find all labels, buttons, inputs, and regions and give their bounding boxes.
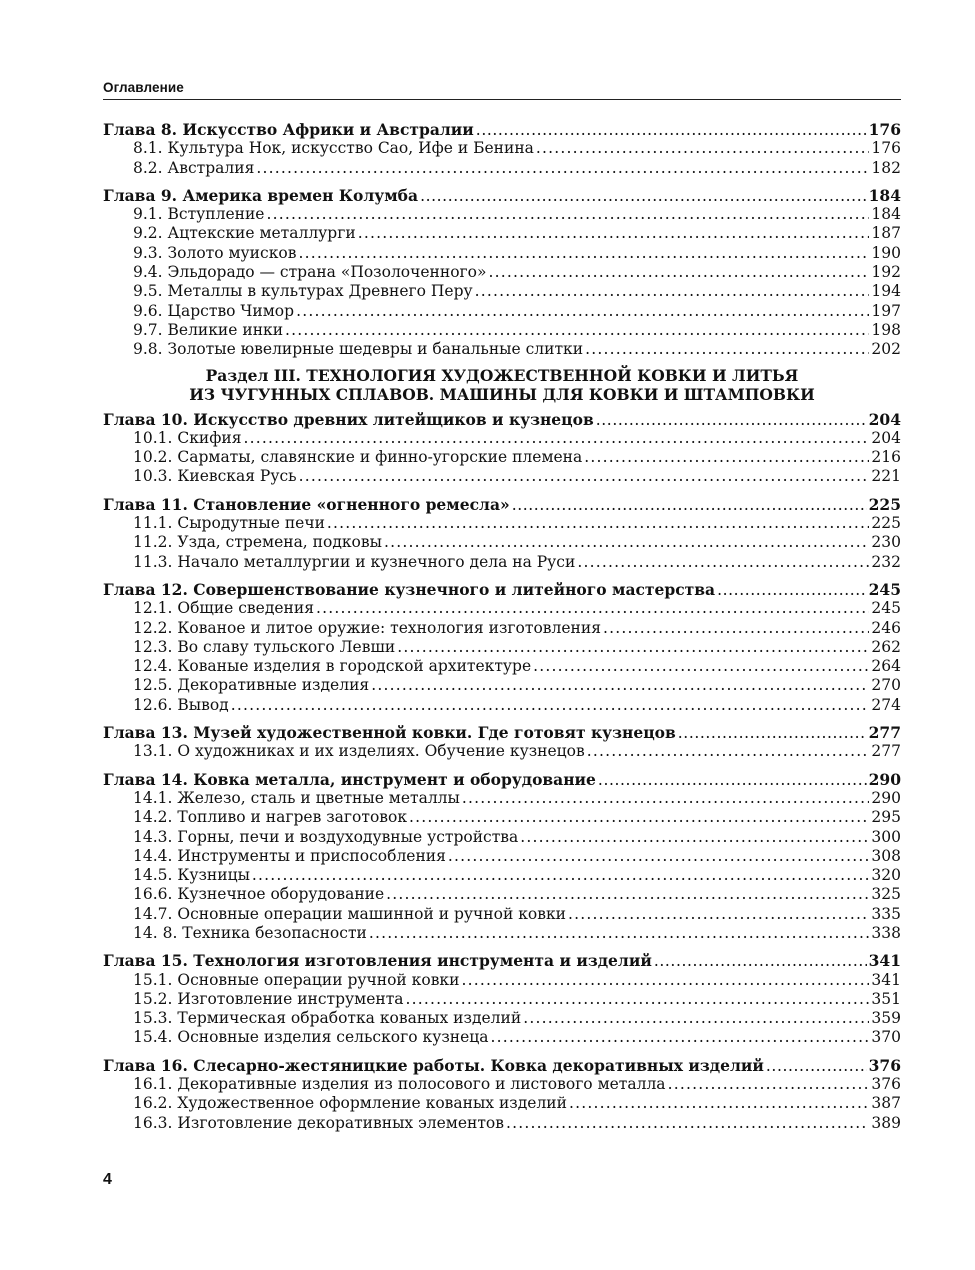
entry-title: Глава 12. Совершенствование кузнечного и литейного мастерства: [103, 579, 716, 599]
toc-subsection-entry: [103, 533, 901, 552]
dot-leader: [384, 533, 869, 552]
dot-leader: [397, 638, 869, 657]
entry-title: Глава 8. Искусство Африки и Австралии: [103, 120, 474, 139]
dot-leader: [369, 924, 870, 943]
entry-title: 12.5. Декоративные изделия: [133, 676, 370, 695]
dot-leader: [536, 139, 869, 158]
dot-leader: [596, 411, 867, 430]
entry-title: 14.7. Основные операции машинной и ручной ковки: [133, 904, 566, 923]
toc-subsection-entry: [103, 514, 901, 533]
entry-title: 15.4. Основные изделия сельского кузнеца: [133, 1028, 489, 1047]
dot-leader: [371, 676, 869, 695]
toc-subsection-entry: [103, 828, 901, 847]
entry-title: 16.6. Кузнечное оборудование: [133, 885, 385, 904]
entry-page-number: 176: [868, 120, 901, 139]
entry-title: 9.3. Золото муисков: [133, 243, 297, 262]
entry-title: 11.2. Узда, стремена, подковы: [133, 533, 382, 552]
toc-chapter-entry: [103, 770, 901, 789]
entry-page-number: 295: [871, 808, 901, 827]
toc-subsection-entry: [103, 1075, 901, 1094]
toc-subsection-entry: [103, 924, 901, 943]
toc-chapter-entry: [103, 1056, 901, 1075]
entry-page-number: 290: [871, 788, 901, 807]
entry-page-number: 274: [871, 695, 901, 714]
toc-subsection-entry: [103, 638, 901, 657]
dot-leader: [585, 340, 869, 359]
section-heading-line: ИЗ ЧУГУННЫХ СПЛАВОВ. МАШИНЫ ДЛЯ КОВКИ И ШТАМПОВКИ: [189, 384, 815, 404]
entry-page-number: 277: [868, 723, 901, 743]
dot-leader: [475, 282, 870, 301]
entry-page-number: 204: [871, 428, 901, 447]
dot-leader: [299, 467, 870, 486]
entry-page-number: 192: [871, 263, 901, 282]
entry-page-number: 320: [871, 866, 901, 885]
entry-page-number: 376: [871, 1075, 901, 1094]
dot-leader: [654, 952, 867, 971]
toc-subsection-entry: [103, 971, 901, 990]
dot-leader: [678, 724, 867, 743]
entry-title: 9.7. Великие инки: [133, 320, 284, 339]
entry-title: 8.1. Культура Нок, искусство Сао, Ифе и Бенина: [133, 139, 534, 158]
entry-page-number: 290: [868, 769, 901, 789]
entry-page-number: 308: [871, 846, 901, 865]
entry-title: 12.1. Общие сведения: [133, 599, 314, 618]
dot-leader: [520, 828, 869, 847]
toc-subsection-entry: [103, 139, 901, 158]
toc-subsection-entry: [103, 789, 901, 808]
toc-subsection-entry: [103, 1009, 901, 1028]
dot-leader: [668, 1075, 870, 1094]
toc-subsection-entry: [103, 885, 901, 904]
toc-subsection-entry: [103, 742, 901, 761]
entry-page-number: 225: [868, 494, 901, 514]
dot-leader: [296, 302, 869, 321]
entry-page-number: 245: [868, 579, 901, 599]
entry-title: 8.2. Австралия: [133, 158, 255, 177]
entry-page-number: 204: [868, 409, 901, 429]
section-heading: [103, 366, 901, 404]
dot-leader: [568, 905, 869, 924]
entry-title: 14.4. Инструменты и приспособления: [133, 846, 446, 865]
entry-title: 10.2. Сарматы, славянские и финно-угорские племена: [133, 448, 583, 467]
dot-leader: [285, 321, 869, 340]
entry-title: 9.2. Ацтекские металлурги: [133, 224, 356, 243]
dot-leader: [406, 990, 870, 1009]
dot-leader: [256, 159, 869, 178]
entry-title: 9.4. Эльдорадо — страна «Позолоченного»: [133, 263, 487, 282]
toc-subsection-entry: [103, 244, 901, 263]
toc-subsection-entry: [103, 282, 901, 301]
entry-title: Глава 10. Искусство древних литейщиков и кузнецов: [103, 409, 594, 429]
dot-leader: [533, 657, 869, 676]
entry-title: 10.1. Скифия: [133, 428, 242, 447]
toc-chapter-entry: [103, 951, 901, 970]
section-heading-line: Раздел III. ТЕХНОЛОГИЯ ХУДОЖЕСТВЕННОЙ КОВКИ И ЛИТЬЯ: [205, 365, 799, 385]
entry-title: 12.4. Кованые изделия в городской архитектуре: [133, 657, 532, 676]
entry-page-number: 370: [871, 1028, 901, 1047]
dot-leader: [409, 808, 869, 827]
toc-subsection-entry: [103, 205, 901, 224]
dot-leader: [506, 1114, 869, 1133]
entry-title: 14. 8. Техника безопасности: [133, 923, 367, 942]
dot-leader: [252, 866, 870, 885]
toc-subsection-entry: [103, 847, 901, 866]
entry-title: 14.3. Горны, печи и воздуходувные устройства: [133, 827, 519, 846]
dot-leader: [523, 1009, 869, 1028]
entry-page-number: 198: [871, 320, 901, 339]
header-rule: [103, 99, 901, 100]
dot-leader: [462, 789, 870, 808]
entry-title: Глава 14. Ковка металла, инструмент и оборудование: [103, 769, 596, 789]
toc-subsection-entry: [103, 224, 901, 243]
toc-subsection-entry: [103, 302, 901, 321]
entry-page-number: 221: [871, 467, 901, 486]
dot-leader: [587, 742, 870, 761]
dot-leader: [358, 224, 870, 243]
toc-subsection-entry: [103, 905, 901, 924]
toc-subsection-entry: [103, 1028, 901, 1047]
toc-subsection-entry: [103, 448, 901, 467]
entry-title: 9.6. Царство Чимор: [133, 301, 295, 320]
dot-leader: [603, 619, 869, 638]
entry-title: 9.1. Вступление: [133, 205, 265, 224]
entry-title: 11.1. Сыродутные печи: [133, 514, 325, 533]
toc-subsection-entry: [103, 263, 901, 282]
toc-subsection-entry: [103, 866, 901, 885]
entry-page-number: 184: [868, 185, 901, 205]
entry-page-number: 262: [871, 637, 901, 656]
entry-title: 10.3. Киевская Русь: [133, 467, 297, 486]
entry-page-number: 277: [871, 742, 901, 761]
entry-title: 15.1. Основные операции ручной ковки: [133, 970, 460, 989]
toc-subsection-entry: [103, 321, 901, 340]
entry-page-number: 325: [871, 885, 901, 904]
entry-page-number: 264: [871, 657, 901, 676]
dot-leader: [327, 514, 870, 533]
entry-page-number: 338: [871, 923, 901, 942]
dot-leader: [316, 599, 869, 618]
entry-title: Глава 11. Становление «огненного ремесла»: [103, 494, 510, 514]
entry-title: 11.3. Начало металлургии и кузнечного дела на Руси: [133, 552, 576, 571]
entry-title: Глава 9. Америка времен Колумба: [103, 185, 419, 205]
dot-leader: [476, 121, 867, 140]
page-number: 4: [103, 1171, 112, 1188]
toc-chapter-entry: [103, 120, 901, 139]
dot-leader: [491, 1028, 870, 1047]
entry-page-number: 176: [871, 139, 901, 158]
dot-leader: [266, 205, 869, 224]
entry-page-number: 197: [871, 301, 901, 320]
entry-title: 13.1. О художниках и их изделиях. Обучение кузнецов: [133, 742, 585, 761]
toc-chapter-entry: [103, 495, 901, 514]
entry-page-number: 376: [868, 1055, 901, 1075]
entry-title: 9.5. Металлы в культурах Древнего Перу: [133, 282, 473, 301]
toc-chapter-entry: [103, 186, 901, 205]
toc-subsection-entry: [103, 467, 901, 486]
toc-subsection-entry: [103, 696, 901, 715]
dot-leader: [512, 496, 867, 515]
toc-chapter-entry: [103, 723, 901, 742]
table-of-contents: [103, 120, 901, 1133]
entry-title: 15.2. Изготовление инструмента: [133, 989, 404, 1008]
entry-page-number: 389: [871, 1113, 901, 1132]
entry-page-number: 341: [871, 970, 901, 989]
entry-title: 16.3. Изготовление декоративных элементов: [133, 1113, 504, 1132]
dot-leader: [420, 187, 867, 206]
dot-leader: [598, 771, 867, 790]
entry-page-number: 359: [871, 1009, 901, 1028]
dot-leader: [569, 1094, 869, 1113]
entry-title: 12.3. Во славу тульского Левши: [133, 637, 396, 656]
dot-leader: [766, 1057, 867, 1076]
toc-subsection-entry: [103, 159, 901, 178]
entry-title: 9.8. Золотые ювелирные шедевры и банальные слитки: [133, 340, 584, 359]
dot-leader: [488, 263, 869, 282]
toc-subsection-entry: [103, 808, 901, 827]
toc-subsection-entry: [103, 990, 901, 1009]
entry-page-number: 232: [871, 552, 901, 571]
entry-page-number: 225: [871, 514, 901, 533]
dot-leader: [298, 244, 869, 263]
entry-page-number: 300: [871, 827, 901, 846]
entry-title: Глава 15. Технология изготовления инструмента и изделий: [103, 951, 652, 971]
entry-page-number: 387: [871, 1094, 901, 1113]
entry-title: Глава 16. Слесарно-жестяницкие работы. Ковка декоративных изделий: [103, 1055, 764, 1075]
toc-subsection-entry: [103, 340, 901, 359]
entry-title: Глава 13. Музей художественной ковки. Где готовят кузнецов: [103, 723, 676, 743]
dot-leader: [461, 971, 869, 990]
entry-page-number: 246: [871, 618, 901, 637]
toc-subsection-entry: [103, 1094, 901, 1113]
entry-page-number: 184: [871, 205, 901, 224]
entry-title: 14.5. Кузницы: [133, 866, 250, 885]
toc-subsection-entry: [103, 1114, 901, 1133]
entry-title: 16.2. Художественное оформление кованых изделий: [133, 1094, 567, 1113]
entry-title: 12.2. Кованое и литое оружие: технология изготовления: [133, 618, 601, 637]
running-head: Оглавление: [103, 80, 184, 95]
entry-page-number: 190: [871, 243, 901, 262]
toc-chapter-entry: [103, 580, 901, 599]
dot-leader: [577, 553, 869, 572]
entry-page-number: 194: [871, 282, 901, 301]
toc-subsection-entry: [103, 599, 901, 618]
toc-subsection-entry: [103, 619, 901, 638]
entry-title: 14.1. Железо, сталь и цветные металлы: [133, 788, 460, 807]
toc-chapter-entry: [103, 410, 901, 429]
toc-subsection-entry: [103, 657, 901, 676]
entry-title: 14.2. Топливо и нагрев заготовок: [133, 808, 408, 827]
dot-leader: [231, 696, 870, 715]
entry-page-number: 182: [871, 158, 901, 177]
entry-page-number: 202: [871, 340, 901, 359]
toc-subsection-entry: [103, 676, 901, 695]
dot-leader: [244, 429, 870, 448]
entry-page-number: 245: [871, 599, 901, 618]
dot-leader: [448, 847, 870, 866]
entry-page-number: 187: [871, 224, 901, 243]
dot-leader: [386, 885, 869, 904]
entry-page-number: 341: [868, 951, 901, 971]
entry-page-number: 351: [871, 989, 901, 1008]
entry-title: 16.1. Декоративные изделия из полосового и листового металла: [133, 1075, 666, 1094]
dot-leader: [717, 581, 867, 600]
dot-leader: [584, 448, 869, 467]
entry-page-number: 230: [871, 533, 901, 552]
entry-title: 12.6. Вывод: [133, 695, 229, 714]
entry-title: 15.3. Термическая обработка кованых изделий: [133, 1009, 522, 1028]
entry-page-number: 335: [871, 904, 901, 923]
toc-subsection-entry: [103, 429, 901, 448]
toc-subsection-entry: [103, 553, 901, 572]
entry-page-number: 216: [871, 448, 901, 467]
entry-page-number: 270: [871, 676, 901, 695]
